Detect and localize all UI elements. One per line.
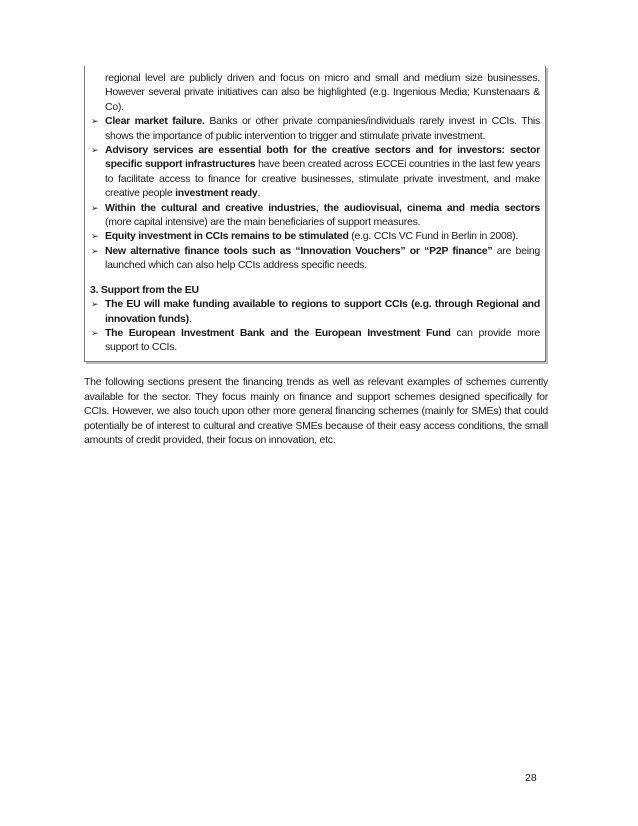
bullet-bold-text: Advisory services are essential both for the creative sectors and for investors: sector specific support infrastructures xyxy=(105,144,540,171)
bullet-bold-text: Within the cultural and creative industries, the audiovisual, cinema and media sectors xyxy=(105,201,540,214)
arrow-bullet-icon: ➢ xyxy=(91,245,99,256)
bullet-text: Banks or other private companies/individuals rarely invest in CCIs. This shows the importance of public intervention to trigger and stimulate private investment. xyxy=(105,115,540,142)
bullet-bold-text-2: investment ready xyxy=(175,187,258,200)
bullet-text: (e.g. CCIs VC Fund in Berlin in 2008). xyxy=(348,230,519,243)
bullet-text: . xyxy=(188,312,192,325)
bullet-bold-text: The European Investment Bank and the European Investment Fund xyxy=(105,326,451,339)
bullet-bold-text: New alternative finance tools such as “Innovation Vouchers” or “P2P finance” xyxy=(105,244,493,257)
arrow-bullet-icon: ➢ xyxy=(91,327,99,338)
section-heading: 3. Support from the EU xyxy=(90,283,199,296)
bullet-market-failure xyxy=(90,114,540,143)
bullet-text: are being launched which can also help CCIs address specific needs. xyxy=(105,244,540,272)
bullet-audiovisual xyxy=(90,201,540,230)
arrow-bullet-icon: ➢ xyxy=(91,116,99,127)
bullet-bold-text: Equity investment in CCIs remains to be stimulated xyxy=(105,230,349,243)
bullet-text: can provide more support to CCIs. xyxy=(105,326,541,354)
box-continuation-text: regional level are publicly driven and focus on micro and small and medium size businesses. However several private initiatives can also be highlighted (e.g. Ingenious Media; Kunstenaars & Co). xyxy=(105,72,540,113)
bullet-advisory-services xyxy=(90,143,540,201)
body-paragraph: The following sections present the financing trends as well as relevant examples of schemes currently available for the sector. They focus mainly on finance and support schemes designed specifically for CCIs. However, we also touch upon other more general financing schemes (mainly for SMEs) that could potentially be of interest to cultural and creative SMEs because of their easy access conditions, the small amounts of credit provided, their focus on innovation, etc. xyxy=(84,376,548,447)
bullet-alternative-finance xyxy=(90,244,540,273)
summary-box xyxy=(84,66,546,362)
bullet-text: have been created across ECCEi countries in the last few years to facilitate access to finance for creative businesses, stimulate private investment, and make creative people xyxy=(105,158,540,200)
bullet-equity-investment xyxy=(90,229,540,243)
bullet-text: (more capital intensive) are the main beneficiaries of support measures. xyxy=(105,216,421,229)
arrow-bullet-icon: ➢ xyxy=(91,299,99,310)
bullet-eib-eif xyxy=(90,326,540,355)
arrow-bullet-icon: ➢ xyxy=(91,231,99,242)
bullet-eu-funding xyxy=(90,297,540,326)
bullet-bold-text: The EU will make funding available to regions to support CCIs (e.g. through Regional and innovation funds) xyxy=(105,298,540,325)
arrow-bullet-icon: ➢ xyxy=(91,202,99,213)
bullet-tail: . xyxy=(257,187,261,200)
page-number: 28 xyxy=(525,772,537,784)
arrow-bullet-icon: ➢ xyxy=(91,145,99,156)
bullet-bold-text: Clear market failure. xyxy=(105,115,205,128)
